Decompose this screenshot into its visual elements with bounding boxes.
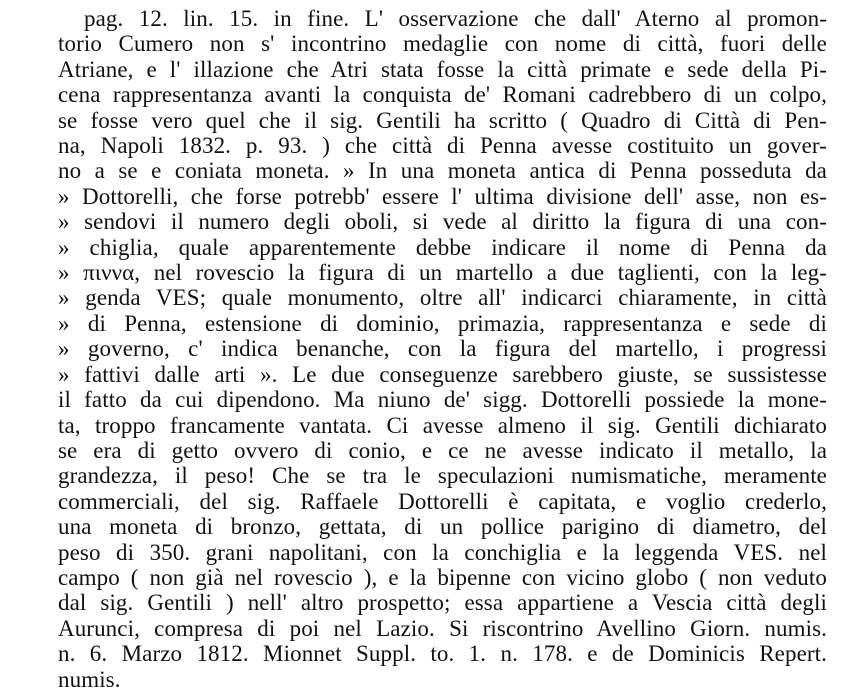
text-line-21: una moneta di bronzo, gettata, di un pollice parigino di diametro, del (58, 514, 827, 540)
text-line-18: se era di getto ovvero di conio, e ce ne avesse indicato il metallo, la (58, 437, 827, 463)
text-line-9: » sendovi il numero degli oboli, si vede al diritto la figura di una con- (58, 209, 827, 235)
text-line-11: » πιννα, nel rovescio la figura di un martello a due taglienti, con la leg- (58, 260, 827, 286)
text-line-19: grandezza, il peso! Che se tra le speculazioni numismatiche, meramente (58, 463, 827, 489)
text-line-17: ta, troppo francamente vantata. Ci avesse almeno il sig. Gentili dichiarato (58, 412, 827, 438)
text-line-4: cena rappresentanza avanti la conquista de' Romani cadrebbero di un colpo, (58, 82, 827, 108)
text-line-7: no a se e coniata moneta. » In una moneta antica di Penna posseduta da (58, 158, 827, 184)
text-line-1: pag. 12. lin. 15. in fine. L' osservazione che dall' Aterno al promon- (84, 6, 827, 31)
text-line-10: » chiglia, quale apparentemente debbe indicare il nome di Penna da (58, 234, 827, 260)
text-line-20: commerciali, del sig. Raffaele Dottorelli è capitata, e voglio crederlo, (58, 488, 827, 514)
text-line-23: campo ( non già nel rovescio ), e la bipenne con vicino globo ( non veduto (58, 564, 827, 590)
text-line-5: se fosse vero quel che il sig. Gentili ha scritto ( Quadro di Città di Pen- (58, 107, 827, 133)
text-line-6: na, Napoli 1832. p. 93. ) che città di Penna avesse costituito un gover- (58, 133, 827, 159)
document-paragraph (58, 6, 827, 692)
text-line-3: Atriane, e l' illazione che Atri stata fosse la città primate e sede della Pi- (58, 56, 827, 82)
text-line-8: » Dottorelli, che forse potrebb' essere l' ultima divisione dell' asse, non es- (58, 183, 827, 209)
text-line-16: il fatto da cui dipendono. Ma niuno de' sigg. Dottorelli possiede la mone- (58, 387, 827, 413)
text-line-15: » fattivi dalle arti ». Le due conseguenze sarebbero giuste, se sussistesse (58, 361, 827, 387)
text-line-25: Aurunci, compresa di poi nel Lazio. Si riscontrino Avellino Giorn. numis. (58, 615, 827, 641)
text-line-14: » governo, c' indica benanche, con la figura del martello, i progressi (58, 336, 827, 362)
text-line-26: n. 6. Marzo 1812. Mionnet Suppl. to. 1. n. 178. e de Dominicis Repert. (58, 641, 827, 667)
text-line-27: numis. (58, 666, 121, 692)
text-line-24: dal sig. Gentili ) nell' altro prospetto; essa appartiene a Vescia città degli (58, 590, 827, 616)
text-line-12: » genda VES; quale monumento, oltre all' indicarci chiaramente, in città (58, 285, 827, 311)
text-line-2: torio Cumero non s' incontrino medaglie con nome di città, fuori delle (58, 31, 827, 57)
text-line-13: » di Penna, estensione di dominio, primazia, rappresentanza e sede di (58, 310, 827, 336)
text-line-22: peso di 350. grani napolitani, con la conchiglia e la leggenda VES. nel (58, 539, 827, 565)
